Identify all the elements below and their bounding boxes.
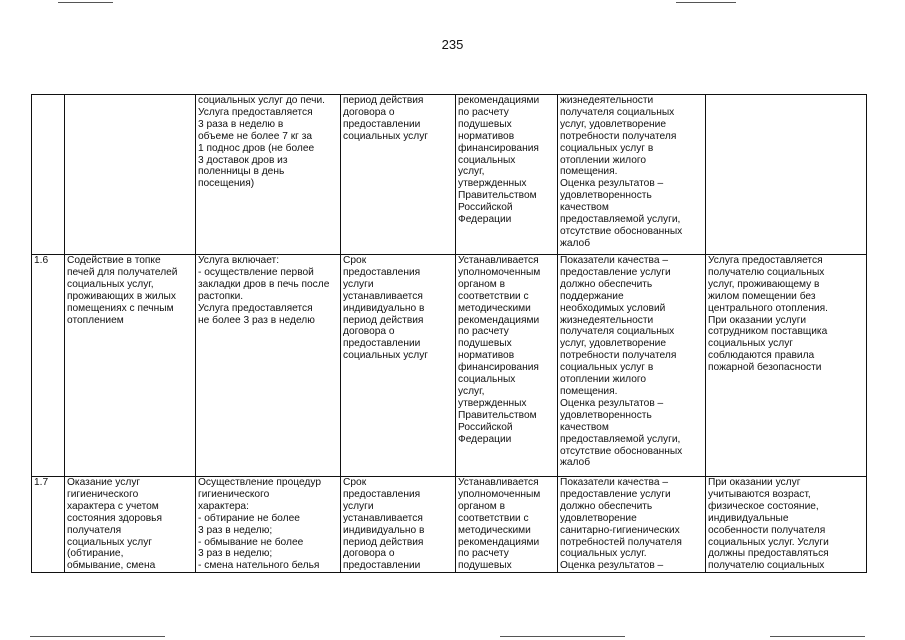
cell-service-name xyxy=(65,95,196,255)
cell-service-term: Срок предоставления услуги устанавливается индивидуально в период действия договора о предоставлении xyxy=(341,477,456,573)
page-number: 235 xyxy=(441,37,464,52)
cell-service-name: Оказание услуг гигиенического характера с учетом состояния здоровья получателя социальных услуг (обтирание, обмывание, смена xyxy=(65,477,196,573)
cell-service-norm: Устанавливается уполномоченным органом в соответствии с методическими рекомендациями по расчету подушевых xyxy=(456,477,558,573)
scan-artifact-bottom-left xyxy=(30,636,165,637)
table-row xyxy=(32,477,867,573)
cell-conditions: При оказании услуг учитываются возраст, физическое состояние, индивидуальные особенности получателя социальных услуг. Услуги должны предоставляться получателю социальных xyxy=(706,477,867,573)
cell-service-content: Осуществление процедур гигиенического характера: - обтирание не более 3 раз в неделю; - обмывание не более 3 раз в неделю; - смена нательного белья xyxy=(196,477,341,573)
table-row xyxy=(32,95,867,255)
cell-quality-indicators: жизнедеятельности получателя социальных услуг, удовлетворение потребности получателя социальных услуг в отоплении жилого помещения. Оценка результатов – удовлетворенность качеством предоставляемой услуги, отсутствие обоснованных жалоб xyxy=(558,95,706,255)
cell-number: 1.7 xyxy=(32,477,65,573)
services-table xyxy=(31,94,867,573)
cell-service-content: социальных услуг до печи. Услуга предоставляется 3 раза в неделю в объеме не более 7 кг за 1 поднос дров (не более 3 доставок дров из поленницы в день посещения) xyxy=(196,95,341,255)
cell-service-norm: рекомендациями по расчету подушевых нормативов финансирования социальных услуг, утвержденных Правительством Российской Федерации xyxy=(456,95,558,255)
cell-service-term: период действия договора о предоставлении социальных услуг xyxy=(341,95,456,255)
scan-artifact-bottom-right xyxy=(770,636,865,637)
cell-service-norm: Устанавливается уполномоченным органом в соответствии с методическими рекомендациями по расчету подушевых нормативов финансирования социальных услуг, утвержденных Правительством Российской Федерации xyxy=(456,255,558,477)
cell-service-content: Услуга включает: - осуществление первой закладки дров в печь после растопки. Услуга предоставляется не более 3 раз в неделю xyxy=(196,255,341,477)
cell-service-name: Содействие в топке печей для получателей социальных услуг, проживающих в жилых помещениях с печным отоплением xyxy=(65,255,196,477)
cell-conditions: Услуга предоставляется получателю социальных услуг, проживающему в жилом помещении без центрального отопления. При оказании услуги сотрудником поставщика социальных услуг соблюдаются правила пожарной безопасности xyxy=(706,255,867,477)
scan-artifact-top-left xyxy=(58,2,113,3)
scan-artifact-top-right xyxy=(676,2,736,3)
cell-number: 1.6 xyxy=(32,255,65,477)
scan-artifact-bottom-mid xyxy=(500,636,625,637)
cell-service-term: Срок предоставления услуги устанавливается индивидуально в период действия договора о предоставлении социальных услуг xyxy=(341,255,456,477)
cell-quality-indicators: Показатели качества – предоставление услуги должно обеспечить поддержание необходимых условий жизнедеятельности получателя социальных услуг, удовлетворение потребности получателя социальных услуг в отоплении жилого помещения. Оценка результатов – удовлетворенность качеством предоставляемой услуги, отсутствие обоснованных жалоб xyxy=(558,255,706,477)
table-row xyxy=(32,255,867,477)
cell-conditions xyxy=(706,95,867,255)
cell-quality-indicators: Показатели качества – предоставление услуги должно обеспечить удовлетворение санитарно-гигиенических потребностей получателя социальных услуг. Оценка результатов – xyxy=(558,477,706,573)
cell-number xyxy=(32,95,65,255)
